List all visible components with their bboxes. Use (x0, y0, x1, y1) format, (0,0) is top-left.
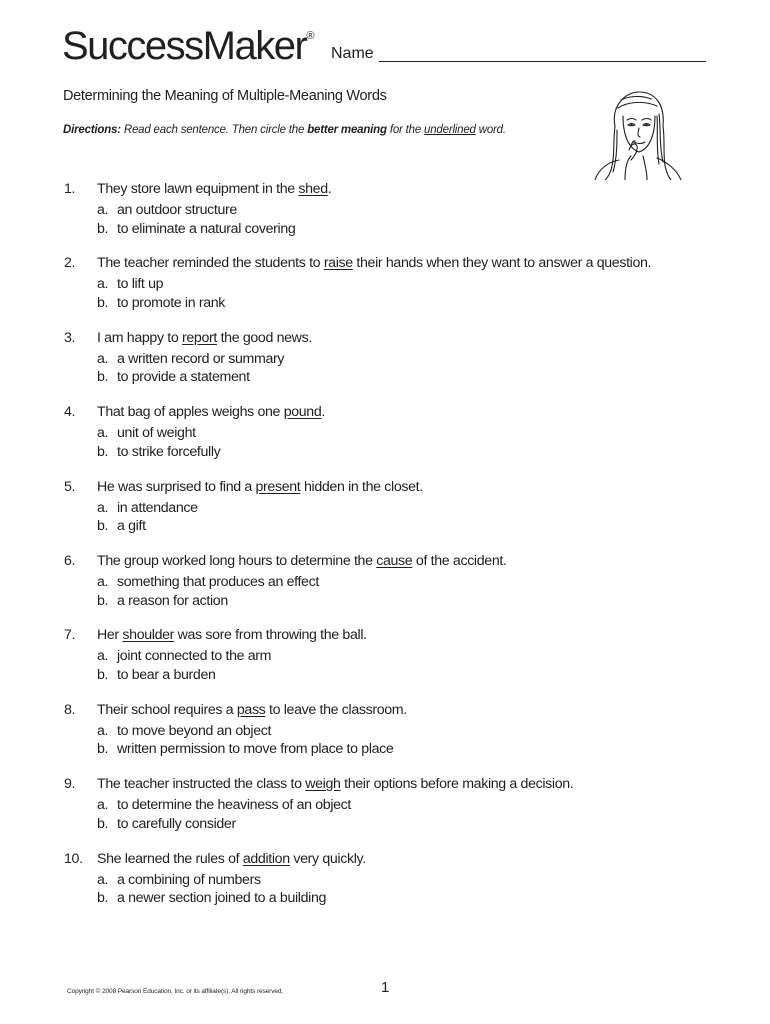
question-item (64, 850, 744, 924)
question-item (64, 180, 744, 254)
option-text: to strike forcefully (117, 443, 221, 460)
sentence-text: Her (97, 627, 123, 644)
target-word: cause (376, 552, 413, 569)
option-letter: a. (97, 722, 109, 739)
question-number: 10. (64, 850, 83, 867)
sentence-text: was sore from throwing the ball. (174, 627, 367, 644)
sentence-text: their hands when they want to answer a question. (352, 255, 652, 272)
option-b[interactable] (97, 740, 393, 759)
option-text: something that produces an effect (117, 573, 319, 590)
target-word: present (255, 478, 301, 495)
option-letter: b. (97, 294, 109, 311)
option-letter: b. (97, 220, 109, 237)
question-number: 2. (64, 255, 76, 272)
option-letter: b. (97, 443, 109, 460)
question-list (64, 180, 744, 924)
option-b[interactable] (97, 517, 146, 536)
directions-text: word. (475, 124, 506, 136)
option-letter: a. (97, 648, 109, 665)
question-sentence (97, 254, 651, 273)
sentence-text: The teacher reminded the students to (97, 255, 324, 272)
question-item (64, 403, 744, 477)
option-a[interactable] (97, 499, 198, 518)
option-text: joint connected to the arm (117, 648, 272, 665)
sentence-text: hidden in the closet. (300, 478, 423, 495)
option-text: to carefully consider (117, 815, 236, 832)
option-letter: b. (97, 741, 109, 758)
page-number: 1 (381, 979, 390, 996)
option-letter: b. (97, 666, 109, 683)
question-number: 7. (64, 627, 76, 644)
question-sentence (97, 775, 573, 794)
registered-mark: ® (306, 30, 315, 42)
directions-label: Directions: (63, 124, 121, 136)
question-number: 5. (64, 478, 76, 495)
option-text: a reason for action (117, 592, 228, 609)
question-number: 6. (64, 552, 76, 569)
option-text: to eliminate a natural covering (117, 220, 296, 237)
question-item (64, 626, 744, 700)
option-b[interactable] (97, 592, 228, 611)
option-text: unit of weight (117, 425, 196, 442)
option-a[interactable] (97, 722, 271, 741)
question-sentence (97, 626, 367, 645)
directions-underlined: underlined (424, 124, 476, 136)
sentence-text: He was surprised to find a (97, 478, 256, 495)
option-text: a newer section joined to a building (117, 890, 327, 907)
option-a[interactable] (97, 573, 319, 592)
option-text: to move beyond an object (117, 722, 272, 739)
option-letter: b. (97, 369, 109, 386)
question-number: 8. (64, 701, 76, 718)
option-a[interactable] (97, 796, 351, 815)
brand-name: SuccessMaker (62, 24, 307, 68)
sentence-text: very quickly. (289, 850, 366, 867)
question-item (64, 254, 744, 328)
option-text: in attendance (117, 499, 198, 516)
target-word: report (182, 329, 217, 346)
target-word: pass (236, 701, 266, 718)
question-sentence (97, 180, 331, 199)
question-number: 9. (64, 776, 76, 793)
target-word: shoulder (122, 627, 175, 644)
option-b[interactable] (97, 889, 326, 908)
question-number: 3. (64, 329, 76, 346)
option-b[interactable] (97, 294, 225, 313)
option-a[interactable] (97, 201, 237, 220)
question-item (64, 552, 744, 626)
question-item (64, 775, 744, 849)
sentence-text: . (321, 404, 325, 421)
option-b[interactable] (97, 666, 216, 685)
question-sentence (97, 478, 423, 497)
option-a[interactable] (97, 647, 271, 666)
question-sentence (97, 403, 325, 422)
option-b[interactable] (97, 815, 236, 834)
option-a[interactable] (97, 871, 261, 890)
sentence-text: That bag of apples weighs one (97, 404, 284, 421)
option-letter: b. (97, 890, 109, 907)
option-a[interactable] (97, 350, 284, 369)
option-text: to determine the heaviness of an object (117, 797, 352, 814)
girl-portrait-illustration (585, 86, 687, 180)
option-letter: a. (97, 499, 109, 516)
option-a[interactable] (97, 275, 163, 294)
directions (63, 124, 506, 136)
target-word: addition (242, 850, 290, 867)
option-letter: a. (97, 350, 109, 367)
directions-emphasis: better meaning (307, 124, 387, 136)
question-sentence (97, 552, 507, 571)
name-field-line[interactable] (379, 61, 706, 62)
option-text: to lift up (117, 276, 164, 293)
question-item (64, 329, 744, 403)
copyright-notice: Copyright © 2008 Pearson Education, Inc. or its affiliate(s). All rights reserved. (67, 988, 284, 995)
sentence-text: the good news. (216, 329, 312, 346)
option-text: a combining of numbers (117, 871, 261, 888)
target-word: shed (298, 181, 328, 197)
option-letter: a. (97, 202, 109, 218)
sentence-text: The group worked long hours to determine the (97, 552, 377, 569)
brand-logo (62, 24, 314, 69)
sentence-text: The teacher instructed the class to (97, 776, 306, 793)
question-sentence (97, 701, 407, 720)
name-label: Name (331, 45, 374, 62)
question-item (64, 478, 744, 552)
option-b[interactable] (97, 368, 250, 387)
option-text: a written record or summary (117, 350, 285, 367)
option-letter: a. (97, 276, 109, 293)
sentence-text: their options before making a decision. (340, 776, 574, 793)
question-sentence (97, 329, 312, 348)
option-letter: a. (97, 871, 109, 888)
sentence-text: They store lawn equipment in the (97, 181, 299, 197)
option-text: an outdoor structure (117, 202, 237, 218)
option-text: to promote in rank (117, 294, 226, 311)
target-word: raise (323, 255, 353, 272)
option-text: a gift (117, 518, 146, 535)
option-letter: a. (97, 573, 109, 590)
sentence-text: I am happy to (97, 329, 183, 346)
question-sentence (97, 850, 366, 869)
option-letter: b. (97, 592, 109, 609)
question-number: 1. (64, 181, 76, 197)
option-b[interactable] (97, 220, 295, 239)
worksheet-title: Determining the Meaning of Multiple-Meaning Words (63, 88, 387, 104)
option-text: written permission to move from place to place (117, 741, 394, 758)
sentence-text: of the accident. (412, 552, 507, 569)
option-letter: a. (97, 425, 109, 442)
option-letter: b. (97, 815, 109, 832)
option-text: to provide a statement (117, 369, 250, 386)
directions-text: Read each sentence. Then circle the (120, 124, 308, 136)
sentence-text: She learned the rules of (97, 850, 243, 867)
directions-text: for the (386, 124, 425, 136)
target-word: pound (283, 404, 322, 421)
option-text: to bear a burden (117, 666, 216, 683)
option-letter: a. (97, 797, 109, 814)
sentence-text: Their school requires a (97, 701, 237, 718)
option-a[interactable] (97, 424, 196, 443)
sentence-text: . (327, 181, 332, 197)
target-word: weigh (305, 776, 341, 793)
question-number: 4. (64, 404, 76, 421)
question-item (64, 701, 744, 775)
option-letter: b. (97, 518, 109, 535)
sentence-text: to leave the classroom. (265, 701, 407, 718)
option-b[interactable] (97, 443, 220, 462)
